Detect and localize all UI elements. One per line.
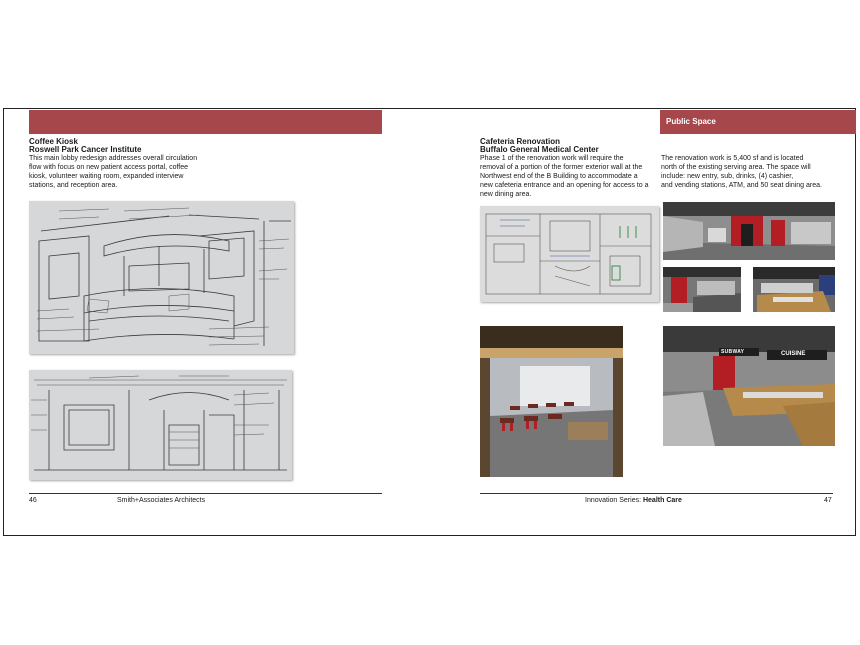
right-project-title: Cafeteria Renovation — [480, 137, 561, 146]
right-description-line: north of the existing serving area. The space will — [661, 164, 811, 171]
right-page-number: 47 — [824, 497, 832, 504]
floor-plan-drawing — [480, 206, 659, 302]
right-description-line: include: new entry, sub, drinks, (4) cashier, — [661, 173, 794, 180]
kiosk-perspective-sketch — [29, 201, 294, 354]
right-description-line: and vending stations, ATM, and 50 seat dining area. — [661, 182, 822, 189]
subway-sign-text: SUBWAY — [721, 349, 745, 355]
right-description-line: new cafeteria entrance and an opening for access to a — [480, 182, 649, 189]
right-description-col1 — [480, 154, 660, 199]
kiosk-sketch-drawing — [29, 201, 294, 354]
left-project-title: Coffee Kiosk — [29, 137, 78, 146]
section-tab-label: Public Space — [666, 117, 716, 126]
rendering-entry-red — [663, 202, 835, 260]
left-description-line: This main lobby redesign addresses overall circulation — [29, 155, 198, 162]
right-description-line: Northwest end of the B Building to accommodate a — [480, 173, 638, 180]
rendering-counter-right-drawing — [753, 267, 835, 312]
footer-series-label: Innovation Series: — [585, 497, 643, 504]
book-spread — [3, 108, 856, 536]
rendering-counter-left-drawing — [663, 267, 741, 312]
left-page-number: 46 — [29, 497, 37, 504]
left-description-line: kiosk, volunteer waiting room, expanded interview — [29, 173, 184, 180]
right-description-col2 — [661, 154, 851, 190]
left-description-line: flow with focus on new patient access portal, coffee — [29, 164, 189, 171]
right-footer-rule — [480, 493, 833, 494]
left-header-bar — [29, 110, 382, 134]
rendering-dining-drawing — [480, 326, 623, 477]
rendering-dining-hall — [480, 326, 623, 477]
left-client-name: Roswell Park Cancer Institute — [29, 145, 142, 154]
rendering-entry-drawing — [663, 202, 835, 260]
right-description-line: Phase 1 of the renovation work will require the — [480, 155, 624, 162]
floor-plan-image — [480, 206, 659, 302]
right-description-line: removal of a portion of the former exterior wall at the — [480, 164, 643, 171]
section-tab — [660, 110, 856, 134]
rendering-counter-right — [753, 267, 835, 312]
left-footer-rule — [29, 493, 382, 494]
left-description — [29, 154, 229, 190]
footer-series-bold: Health Care — [642, 497, 682, 504]
right-client-name: Buffalo General Medical Center — [480, 145, 599, 154]
right-description-line: new dining area. — [480, 191, 532, 198]
rendering-counter-left — [663, 267, 741, 312]
right-description-line: The renovation work is 5,400 sf and is located — [661, 155, 804, 162]
left-footer-firm: Smith+Associates Architects — [117, 497, 206, 504]
rendering-serving-drawing — [663, 326, 835, 446]
elevation-sketch-drawing — [29, 370, 292, 480]
cuisine-sign-text: CUISINE — [781, 351, 806, 357]
left-description-line: stations, and reception area. — [29, 182, 118, 189]
right-footer-series — [585, 496, 682, 505]
kiosk-elevation-sketch — [29, 370, 292, 480]
rendering-serving-area — [663, 326, 835, 446]
